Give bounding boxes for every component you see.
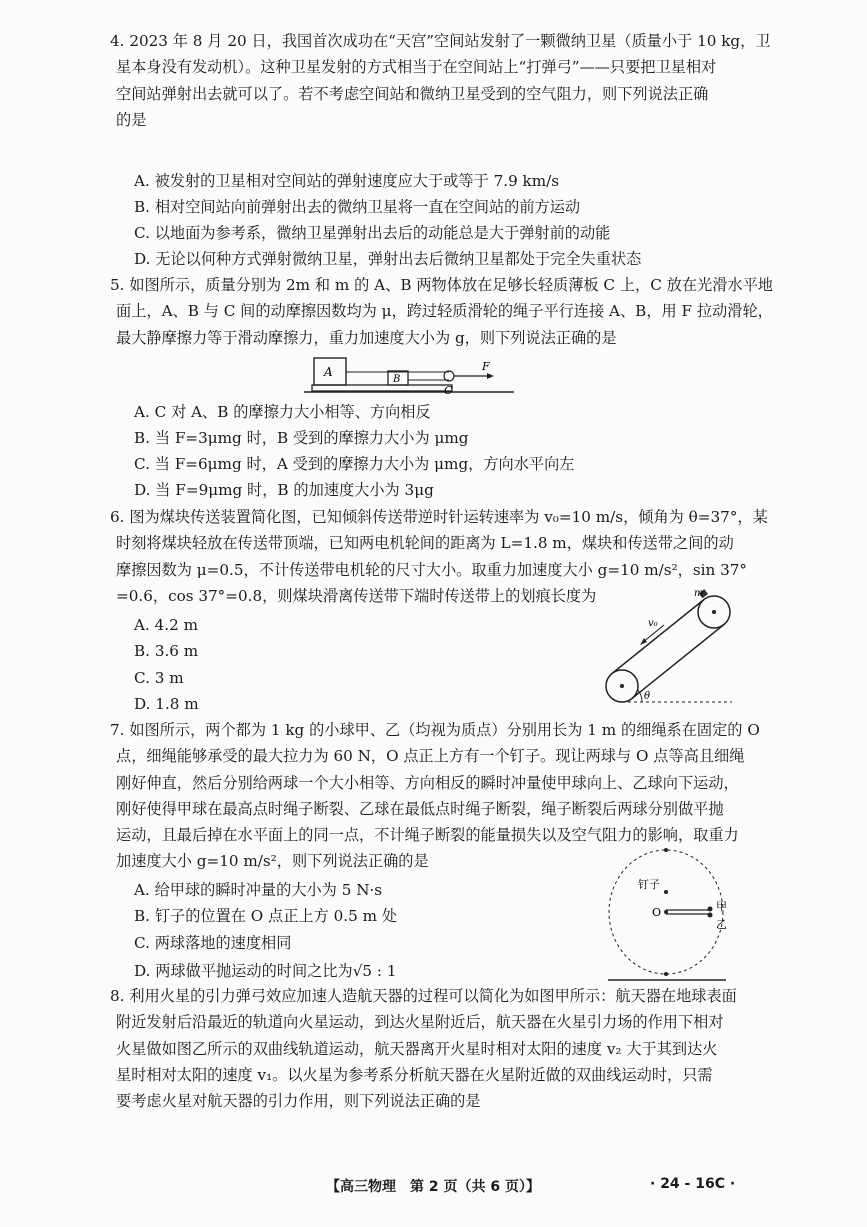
label-m: m: [694, 588, 704, 599]
question-8-stem: [110, 983, 737, 1114]
question-4-option-c: C. 以地面为参考系，微纳卫星弹射出去后的动能总是大于弹射前的动能: [134, 224, 611, 242]
belt-bottom: [632, 625, 724, 699]
question-6-line: 6. 图为煤块传送装置简化图，已知倾斜传送带逆时针运转速率为 v₀=10 m/s，倾角为 θ=37°，某: [110, 508, 768, 526]
question-6-option-d: D. 1.8 m: [134, 695, 199, 713]
question-6-line: 摩擦因数为 μ=0.5，不计传送带电机轮的尺寸大小。取重力加速度大小 g=10 m/s²，sin 37°: [116, 560, 748, 579]
question-8-line: 火星做如图乙所示的双曲线轨道运动，航天器离开火星时相对太阳的速度 v₂ 大于其到达火: [116, 1039, 718, 1058]
question-5-line: 最大静摩擦力等于滑动摩擦力，重力加速度大小为 g，则下列说法正确的是: [116, 328, 617, 347]
top-point: [664, 848, 668, 852]
question-5-figure: [304, 350, 514, 398]
question-7-option-c: C. 两球落地的速度相同: [134, 934, 292, 952]
question-4-option-b: B. 相对空间站向前弹射出去的微纳卫星将一直在空间站的前方运动: [134, 198, 581, 216]
board-c: [312, 385, 452, 391]
label-nail: 钉子: [638, 878, 660, 891]
force-arrowhead: [487, 373, 494, 379]
question-6-line: 时刻将煤块轻放在传送带顶端，已知两电机轮间的距离为 L=1.8 m，煤块和传送带之间的动: [116, 534, 734, 553]
question-5-option-b: B. 当 F=3μmg 时，B 受到的摩擦力大小为 μmg: [134, 429, 469, 447]
footer-page-info: 【高三物理 第 2 页（共 6 页）】: [326, 1179, 540, 1195]
question-5-line: 5. 如图所示，质量分别为 2m 和 m 的 A、B 两物体放在足够长轻质薄板 C 上，C 放在光滑水平地: [110, 276, 773, 294]
question-7-line: 点，细绳能够承受的最大拉力为 60 N，O 点正上方有一个钉子。现让两球与 O 点等高且细绳: [116, 747, 745, 766]
question-6-option-c: C. 3 m: [134, 669, 184, 687]
question-8-line: 星时相对太阳的速度 v₁。以火星为参考系分析航天器在火星附近做的双曲线运动时，只需: [116, 1065, 713, 1084]
velocity-arrowhead: [640, 638, 647, 645]
label-a: A: [324, 365, 333, 379]
question-7-line: 刚好伸直，然后分别给两球一个大小相等、方向相反的瞬时冲量使甲球向上、乙球向下运动，: [116, 773, 739, 792]
belt-top: [612, 600, 704, 674]
bottom-point: [664, 972, 668, 976]
ball-yi: [708, 913, 713, 918]
question-7-line: 7. 如图所示，两个都为 1 kg 的小球甲、乙（均视为质点）分别用长为 1 m 的细绳系在固定的 O: [110, 721, 760, 739]
label-yi: 乙: [716, 918, 727, 931]
question-6-option-b: B. 3.6 m: [134, 642, 199, 660]
question-6-figure: [598, 586, 734, 712]
question-5-line: 面上，A、B 与 C 间的动摩擦因数均为 μ，跨过轻质滑轮的绳子平行连接 A、B，用 F 拉动滑轮，: [116, 302, 773, 321]
label-v0: v₀: [648, 618, 658, 629]
label-theta: θ: [644, 691, 651, 702]
label-b: B: [393, 374, 401, 385]
question-7-line: 运动，且最后掉在水平面上的同一点，不计绳子断裂的能量损失以及空气阻力的影响，取重力: [116, 826, 739, 845]
question-6-line: =0.6，cos 37°=0.8，则煤块滑离传送带下端时传送带上的划痕长度为: [116, 586, 597, 605]
nail: [664, 890, 668, 894]
question-4-option-a: A. 被发射的卫星相对空间站的弹射速度应大于或等于 7.9 km/s: [134, 172, 560, 190]
question-7-line: 刚好使得甲球在最高点时绳子断裂、乙球在最低点时绳子断裂，绳子断裂后两球分别做平抛: [116, 799, 724, 818]
question-7-line: 加速度大小 g=10 m/s²，则下列说法正确的是: [116, 852, 429, 871]
question-5-option-d: D. 当 F=9μmg 时，B 的加速度大小为 3μg: [134, 481, 434, 499]
question-4-line: 空间站弹射出去就可以了。若不考虑空间站和微纳卫星受到的空气阻力，则下列说法正确: [116, 84, 709, 103]
label-jia: 甲: [716, 900, 727, 913]
question-6-option-a: A. 4.2 m: [134, 616, 199, 634]
label-c: C: [444, 384, 453, 397]
label-o: O: [652, 906, 662, 919]
top-axle: [712, 610, 716, 614]
question-7-option-d: D. 两球做平抛运动的时间之比为√5 : 1: [134, 962, 397, 980]
question-7-figure: [600, 842, 732, 982]
question-4-line: 4. 2023 年 8 月 20 日，我国首次成功在“天宫”空间站发射了一颗微纳卫星（质量小于 10 kg，卫: [110, 32, 771, 50]
question-5-option-c: C. 当 F=6μmg 时，A 受到的摩擦力大小为 μmg，方向水平向左: [134, 455, 575, 473]
question-5-option-a: A. C 对 A、B 的摩擦力大小相等、方向相反: [134, 403, 431, 421]
footer-code: · 24 - 16C ·: [650, 1176, 736, 1192]
question-4-option-d: D. 无论以何种方式弹射微纳卫星，弹射出去后微纳卫星都处于完全失重状态: [134, 250, 642, 268]
question-4-line: 的是: [116, 110, 147, 129]
question-7-option-a: A. 给甲球的瞬时冲量的大小为 5 N·s: [134, 881, 383, 899]
question-5-stem: [110, 272, 773, 351]
question-7-option-b: B. 钉子的位置在 O 点正上方 0.5 m 处: [134, 907, 398, 925]
label-f: F: [482, 360, 490, 373]
bottom-axle: [620, 684, 624, 688]
ball-jia: [708, 907, 713, 912]
question-8-line: 附近发射后沿最近的轨道向火星运动，到达火星附近后，航天器在火星引力场的作用下相对: [116, 1013, 724, 1032]
question-8-line: 8. 利用火星的引力弹弓效应加速人造航天器的过程可以简化为如图甲所示：航天器在地球表面: [110, 987, 737, 1005]
question-4-line: 星本身没有发动机）。这种卫星发射的方式相当于在空间站上“打弹弓”——只要把卫星相对: [116, 58, 717, 77]
question-8-line: 要考虑火星对航天器的引力作用，则下列说法正确的是: [116, 1092, 481, 1111]
question-4-stem: [110, 28, 771, 133]
